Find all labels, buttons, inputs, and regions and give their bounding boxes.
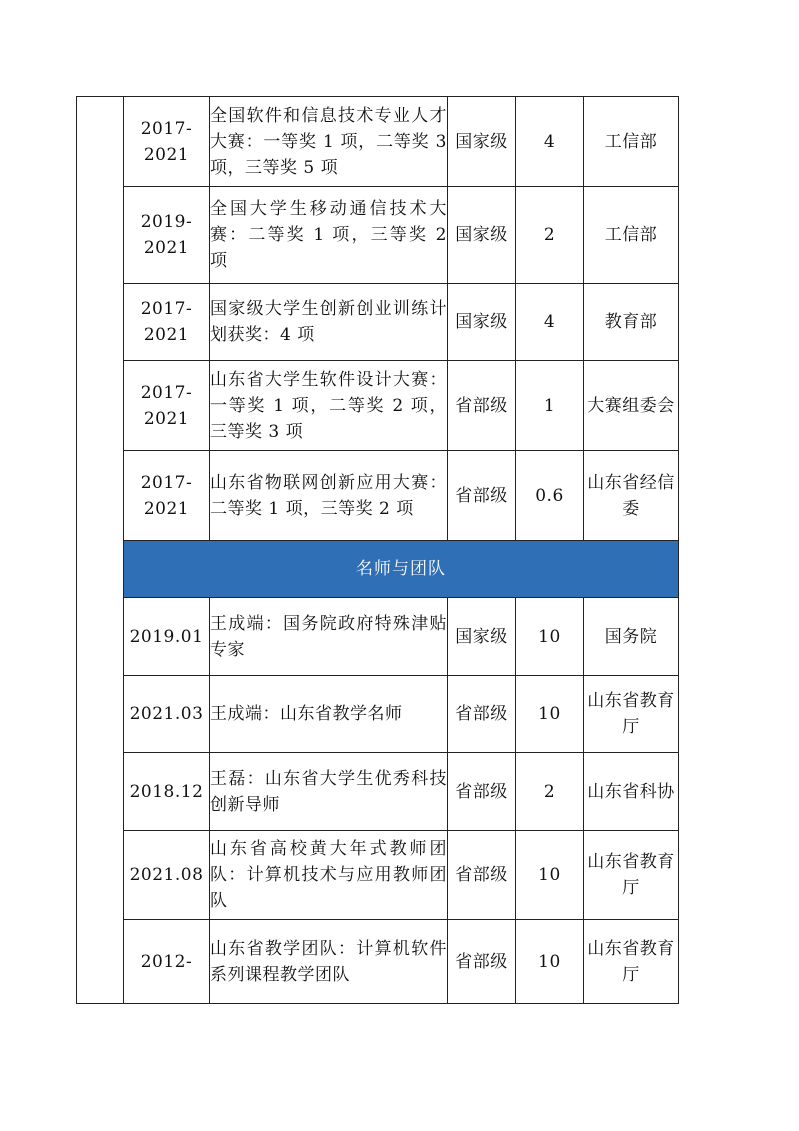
description-cell: 全国大学生移动通信技术大赛：二等奖 1 项，三等奖 2 项 xyxy=(210,187,448,284)
year-cell: 2018.12 xyxy=(124,753,210,831)
awards-table xyxy=(76,96,679,1004)
score-cell: 1 xyxy=(516,361,584,451)
level-cell: 省部级 xyxy=(448,753,516,831)
description-cell: 国家级大学生创新创业训练计划获奖：4 项 xyxy=(210,284,448,361)
level-cell: 国家级 xyxy=(448,598,516,676)
year-cell: 2021.08 xyxy=(124,831,210,920)
category-cell xyxy=(77,97,124,1004)
description-cell: 山东省物联网创新应用大赛：二等奖 1 项，三等奖 2 项 xyxy=(210,451,448,541)
table-row xyxy=(77,753,679,831)
table-row xyxy=(77,361,679,451)
organization-cell: 山东省经信委 xyxy=(584,451,679,541)
organization-cell: 工信部 xyxy=(584,187,679,284)
organization-cell: 国务院 xyxy=(584,598,679,676)
description-cell: 王成端：山东省教学名师 xyxy=(210,676,448,753)
organization-cell: 山东省教育厅 xyxy=(584,920,679,1004)
score-cell: 2 xyxy=(516,187,584,284)
description-cell: 全国软件和信息技术专业人才大赛：一等奖 1 项，二等奖 3 项，三等奖 5 项 xyxy=(210,97,448,187)
score-cell: 10 xyxy=(516,831,584,920)
year-cell: 2017-2021 xyxy=(124,451,210,541)
score-cell: 2 xyxy=(516,753,584,831)
organization-cell: 教育部 xyxy=(584,284,679,361)
organization-cell: 大赛组委会 xyxy=(584,361,679,451)
description-cell: 山东省大学生软件设计大赛：一等奖 1 项，二等奖 2 项，三等奖 3 项 xyxy=(210,361,448,451)
table-row xyxy=(77,598,679,676)
organization-cell: 山东省科协 xyxy=(584,753,679,831)
organization-cell: 工信部 xyxy=(584,97,679,187)
year-cell: 2012- xyxy=(124,920,210,1004)
level-cell: 国家级 xyxy=(448,97,516,187)
table-row xyxy=(77,97,679,187)
score-cell: 4 xyxy=(516,97,584,187)
level-cell: 省部级 xyxy=(448,676,516,753)
score-cell: 0.6 xyxy=(516,451,584,541)
table-row xyxy=(77,831,679,920)
section-header-row xyxy=(77,541,679,598)
description-cell: 王磊：山东省大学生优秀科技创新导师 xyxy=(210,753,448,831)
section-title: 名师与团队 xyxy=(124,541,679,598)
level-cell: 国家级 xyxy=(448,284,516,361)
organization-cell: 山东省教育厅 xyxy=(584,676,679,753)
table-row xyxy=(77,920,679,1004)
year-cell: 2019-2021 xyxy=(124,187,210,284)
score-cell: 10 xyxy=(516,920,584,1004)
year-cell: 2019.01 xyxy=(124,598,210,676)
year-cell: 2017-2021 xyxy=(124,97,210,187)
level-cell: 省部级 xyxy=(448,451,516,541)
level-cell: 国家级 xyxy=(448,187,516,284)
level-cell: 省部级 xyxy=(448,361,516,451)
table-row xyxy=(77,187,679,284)
score-cell: 10 xyxy=(516,598,584,676)
description-cell: 山东省高校黄大年式教师团队：计算机技术与应用教师团队 xyxy=(210,831,448,920)
level-cell: 省部级 xyxy=(448,920,516,1004)
organization-cell: 山东省教育厅 xyxy=(584,831,679,920)
description-cell: 山东省教学团队：计算机软件系列课程教学团队 xyxy=(210,920,448,1004)
table-row xyxy=(77,284,679,361)
year-cell: 2017-2021 xyxy=(124,284,210,361)
score-cell: 4 xyxy=(516,284,584,361)
table-row xyxy=(77,451,679,541)
level-cell: 省部级 xyxy=(448,831,516,920)
description-cell: 王成端：国务院政府特殊津贴专家 xyxy=(210,598,448,676)
year-cell: 2021.03 xyxy=(124,676,210,753)
score-cell: 10 xyxy=(516,676,584,753)
table-row xyxy=(77,676,679,753)
year-cell: 2017-2021 xyxy=(124,361,210,451)
